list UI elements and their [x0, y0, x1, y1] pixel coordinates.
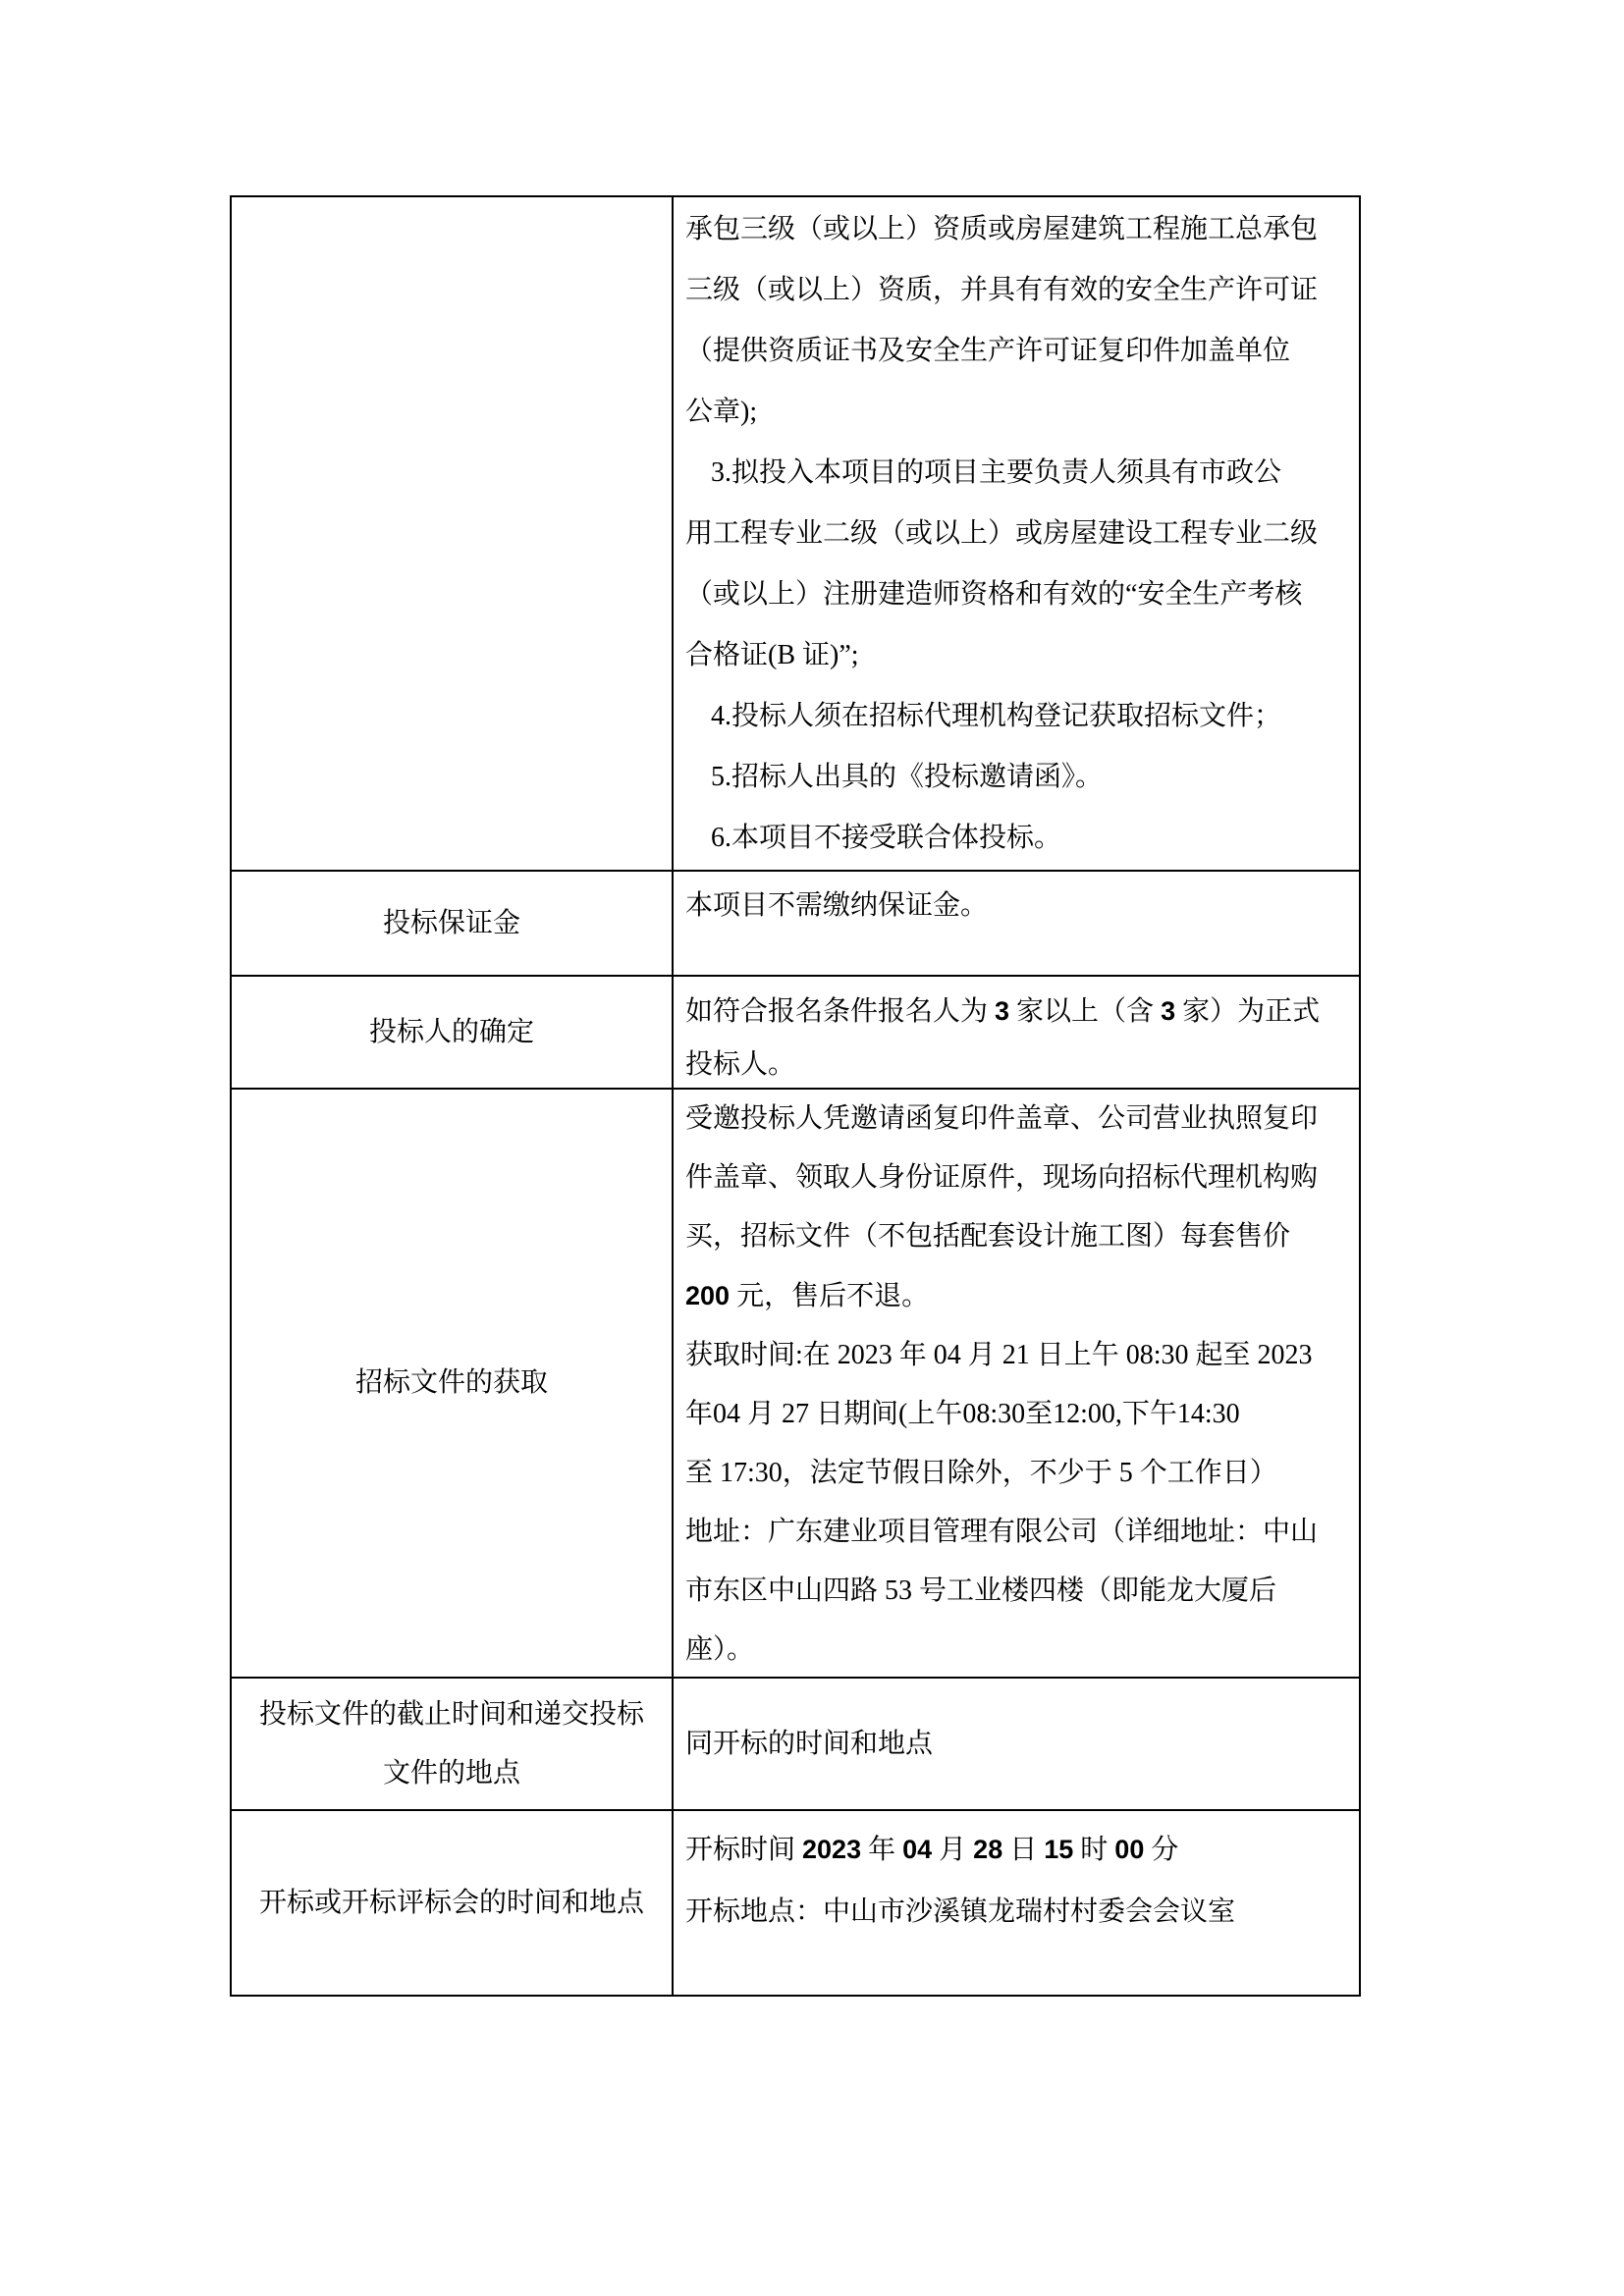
content-line: 3.拟投入本项目的项目主要负责人须具有市政公 — [711, 457, 1282, 488]
content-line: 5.招标人出具的《投标邀请函》。 — [711, 762, 1104, 792]
content-line: 6.本项目不接受联合体投标。 — [711, 823, 1062, 853]
content-line: 本项目不需缴纳保证金。 — [685, 890, 989, 921]
content-line: 至 17:30，法定节假日除外，不少于 5 个工作日） — [685, 1458, 1277, 1488]
content-line: 开标地点：中山市沙溪镇龙瑞村村委会会议室 — [685, 1896, 1236, 1927]
row-label: 开标或开标评标会的时间和地点 — [258, 1887, 644, 1918]
content-line: 买，招标文件（不包括配套设计施工图）每套售价 — [685, 1221, 1291, 1252]
content-line: 200 元，售后不退。 — [685, 1281, 930, 1311]
content-line: （或以上）注册建造师资格和有效的“安全生产考核 — [685, 579, 1303, 610]
content-line: 公章); — [685, 397, 758, 427]
content-line: 件盖章、领取人身份证原件，现场向招标代理机构购 — [685, 1162, 1319, 1193]
content-line: 投标人。 — [685, 1049, 796, 1080]
row-content-cell — [674, 1679, 1359, 1809]
content-line: （提供资质证书及安全生产许可证复印件加盖单位 — [685, 336, 1291, 366]
row-label-cell — [232, 872, 674, 975]
content-line: 用工程专业二级（或以上）或房屋建设工程专业二级 — [685, 518, 1319, 549]
row-label-cell — [232, 977, 674, 1088]
row-content-cell — [674, 872, 1359, 975]
row-label: 投标文件的截止时间和递交投标 — [258, 1698, 644, 1730]
content-line: 市东区中山四路 53 号工业楼四楼（即能龙大厦后 — [685, 1575, 1277, 1606]
content-line: 同开标的时间和地点 — [685, 1728, 934, 1759]
content-line: 年04 月 27 日期间(上午08:30至12:00,下午14:30 — [685, 1399, 1240, 1429]
row-label-cell — [232, 197, 674, 870]
table-row-submission-deadline — [232, 1677, 1359, 1809]
row-label-cell — [232, 1679, 674, 1809]
content-line: 如符合报名条件报名人为 3 家以上（含 3 家）为正式 — [685, 996, 1321, 1027]
row-label-cell — [232, 1090, 674, 1677]
table-row-document-acquisition — [232, 1088, 1359, 1677]
content-line: 三级（或以上）资质，并具有有效的安全生产许可证 — [685, 275, 1319, 305]
content-line: 4.投标人须在招标代理机构登记获取招标文件； — [711, 701, 1282, 731]
table-row-qualification — [232, 197, 1359, 870]
row-label: 文件的地点 — [382, 1757, 520, 1789]
content-line: 受邀投标人凭邀请函复印件盖章、公司营业执照复印 — [685, 1103, 1319, 1134]
content-line: 地址：广东建业项目管理有限公司（详细地址：中山 — [685, 1517, 1319, 1547]
row-label: 招标文件的获取 — [354, 1367, 548, 1398]
info-table — [230, 195, 1361, 1997]
row-content-cell — [674, 977, 1359, 1088]
table-row-bid-bond — [232, 870, 1359, 975]
content-line: 获取时间:在 2023 年 04 月 21 日上午 08:30 起至 2023 — [685, 1340, 1313, 1370]
table-row-bid-opening — [232, 1809, 1359, 1995]
content-line: 合格证(B 证)”; — [685, 640, 859, 670]
content-line: 开标时间 2023 年 04 月 28 日 15 时 00 分 — [685, 1835, 1179, 1865]
row-content-cell — [674, 1090, 1359, 1677]
row-label-cell — [232, 1811, 674, 1995]
row-label: 投标保证金 — [382, 907, 520, 938]
row-content-cell — [674, 197, 1359, 870]
table-row-bidder-determination — [232, 975, 1359, 1088]
row-content-cell — [674, 1811, 1359, 1995]
content-line: 承包三级（或以上）资质或房屋建筑工程施工总承包 — [685, 214, 1319, 244]
row-label: 投标人的确定 — [368, 1016, 534, 1047]
content-line: 座）。 — [685, 1634, 755, 1665]
